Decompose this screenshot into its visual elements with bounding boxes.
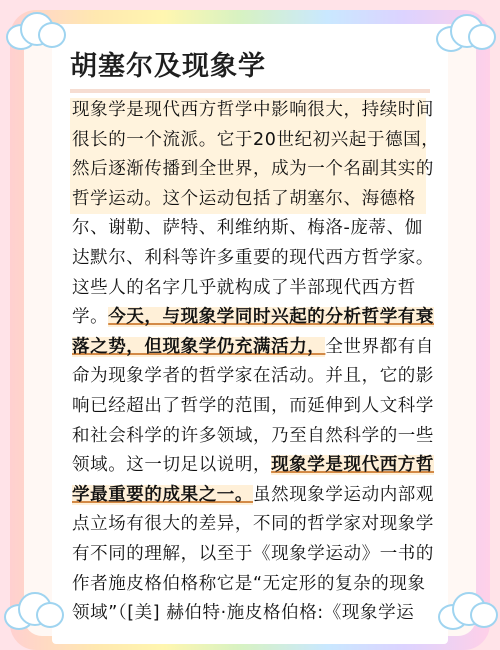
cloud-icon-bottom-right (438, 590, 498, 630)
body-segment: 现象学是现代西方哲学中影响很大，持续时间很长的一个流派。它于20世纪初兴起于德国，然后逐渐传播到全世界，成为一个名副其实的哲学运动。 (72, 100, 440, 209)
body-segment: 全世界都有自命为现象学者的哲学家在活动。并且，它的影响已经超出了哲学的范围，而延伸到人文科学和社会科学的许多领域，乃至自然科学的一些领域。这一切足以说明， (72, 336, 435, 476)
article-body (72, 96, 440, 629)
title-underline (70, 89, 430, 93)
emphasis-segment: 今天，与现象学同时兴起的分析哲学有衰落之势，但现象学仍充满活力， (72, 307, 435, 357)
body-segment: 这个运动包括了胡塞尔、海德格尔、谢勒、萨特、利维纳斯、梅洛-庞蒂、伽达默尔、利科等许多重要的现代西方哲学家。这些人的名字几乎就构成了半部现代西方哲学。 (72, 188, 434, 328)
cloud-icon-bottom-left (4, 590, 64, 630)
cloud-icon-top-right (436, 12, 496, 52)
cloud-icon-top-left (6, 10, 66, 50)
emphasis-segment: 现象学是现代西方哲学最重要的成果之一。 (72, 455, 435, 505)
page-title: 胡塞尔及现象学 (70, 51, 266, 82)
body-segment: 虽然现象学运动内部观点立场有很大的差异，不同的哲学家对现象学有不同的理解，以至于《现象学运动》一书的作者施皮格伯格称它是“无定形的复杂的现象领域”（[美] 赫伯特·施皮格伯格:《现象学运 (72, 484, 434, 624)
